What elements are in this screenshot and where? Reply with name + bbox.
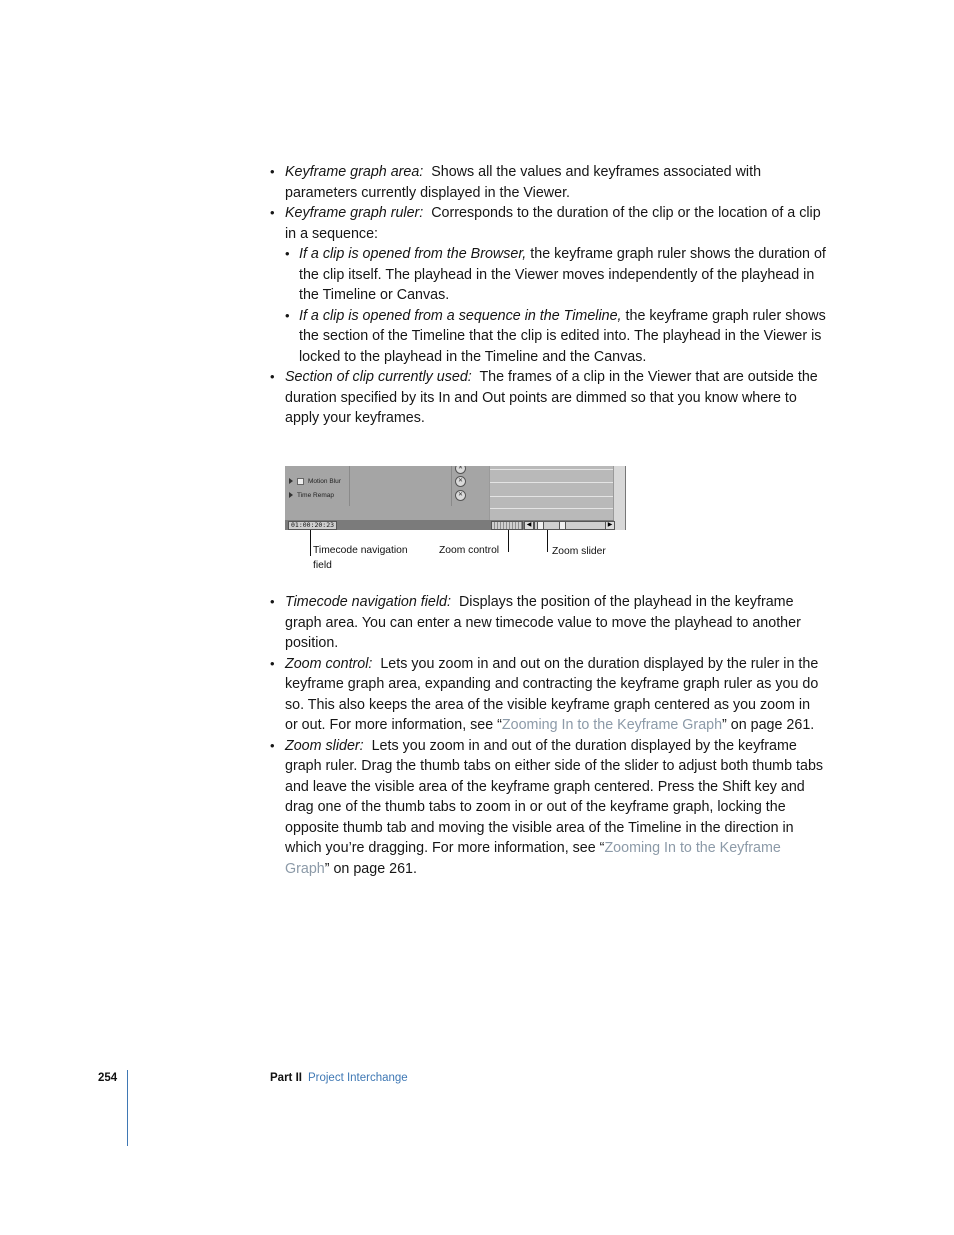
checkbox[interactable] [297,478,304,485]
reset-x-icon[interactable]: ✕ [455,466,466,474]
description: the keyframe graph ruler shows the section of the Timeline that the clip is edited into. The playhead in the Viewer is locked to the playhead in the Timeline and the Canvas. [299,307,826,365]
term: Zoom slider: [285,737,364,754]
description: Shows all the values and keyframes associated with parameters currently displayed in the Viewer. [285,164,762,201]
timecode-navigation-field[interactable]: 01:00:20:23 [288,521,337,530]
chapter-link[interactable]: Project Interchange [307,1072,408,1084]
cross-reference-link[interactable]: Zooming In to the Keyframe Graph [285,840,781,877]
description: Lets you zoom in and out on the duration displayed by the ruler in the keyframe graph area, expanding and contracting the keyframe graph ruler as you do so. This also keeps the area of the visible keyframe graph centered as you zoom in or out. For more information, see “ [285,655,819,733]
footer-rule [127,1070,128,1146]
description: The frames of a clip in the Viewer that are outside the duration specified by its In and Out points are dimmed so that you know where to apply your keyframes. [285,369,818,426]
description: Displays the position of the playhead in the keyframe graph area. You can enter a new timecode value to move the playhead to another position. [285,594,801,651]
list-item [270,736,826,880]
zoom-slider[interactable] [534,521,606,530]
viewer-screenshot [285,466,626,530]
list-item [270,162,826,203]
callout-line [508,530,509,552]
disclosure-triangle-icon[interactable] [289,478,293,484]
keyframe-graph-figure [285,466,625,576]
term: Keyframe graph area: [285,164,424,180]
term: Timecode navigation field: [285,594,451,610]
caption-zoom-control: Zoom control [439,545,500,556]
body-text [270,162,826,429]
left-thumb-tab[interactable] [537,522,544,529]
caption-timecode-field: Timecode navigation field [313,545,408,571]
page-number: 254 [98,1072,118,1084]
term: If a clip is opened from a sequence in the Timeline, [299,307,622,324]
sub-list-item [270,244,826,306]
term: If a clip is opened from the Browser, [299,246,527,262]
description: Corresponds to the duration of the clip or the location of a clip in a sequence: [285,205,821,242]
footer-part [270,1072,408,1084]
scroll-left-arrow-icon[interactable]: ◀ [524,521,534,530]
term: Section of clip currently used: [285,369,472,385]
disclosure-triangle-icon[interactable] [289,492,293,498]
zoom-control[interactable] [491,521,523,530]
sub-list-item [270,306,826,368]
list-item [270,367,826,429]
body-text-continued [270,592,826,879]
cross-reference-link[interactable]: Zooming In to the Keyframe Graph [501,717,723,733]
term: Zoom control: [285,655,373,672]
keyframe-graph-panel [490,466,613,520]
callout-line [310,530,311,556]
right-thumb-tab[interactable] [559,522,566,529]
caption-zoom-slider: Zoom slider [552,546,606,557]
term: Keyframe graph ruler: [285,205,424,221]
parameter-label: Motion Blur [308,478,341,485]
parameter-row-time-remap[interactable] [289,490,334,502]
list-item [270,654,826,736]
reset-x-icon[interactable]: ✕ [455,476,466,487]
parameter-row-motion-blur[interactable] [289,476,341,488]
description-end: ” on page 261. [324,860,417,877]
part-label: Part II [270,1072,302,1084]
parameter-label: Time Remap [297,492,334,499]
description-end: ” on page 261. [722,717,815,733]
scroll-right-arrow-icon[interactable]: ▶ [605,521,615,530]
reset-x-icon[interactable]: ✕ [455,490,466,501]
description: the keyframe graph ruler shows the duration of the clip itself. The playhead in the Viewer moves independently of the playhead in the Timeline or Canvas. [299,246,826,303]
list-item [270,592,826,654]
callout-line [547,530,548,552]
description: Lets you zoom in and out of the duration displayed by the keyframe graph ruler. Drag the thumb tabs on either side of the slider to adjust both thumb tabs and leave the visible area of the keyframe graph centered. Press the Shift key and drag one of the thumb tabs to zoom in or out of the keyframe graph, locking the opposite thumb tab and moving the visible area of the Timeline in the direction in which you’re dragging. For more information, see “ [285,737,824,856]
list-item [270,203,826,244]
